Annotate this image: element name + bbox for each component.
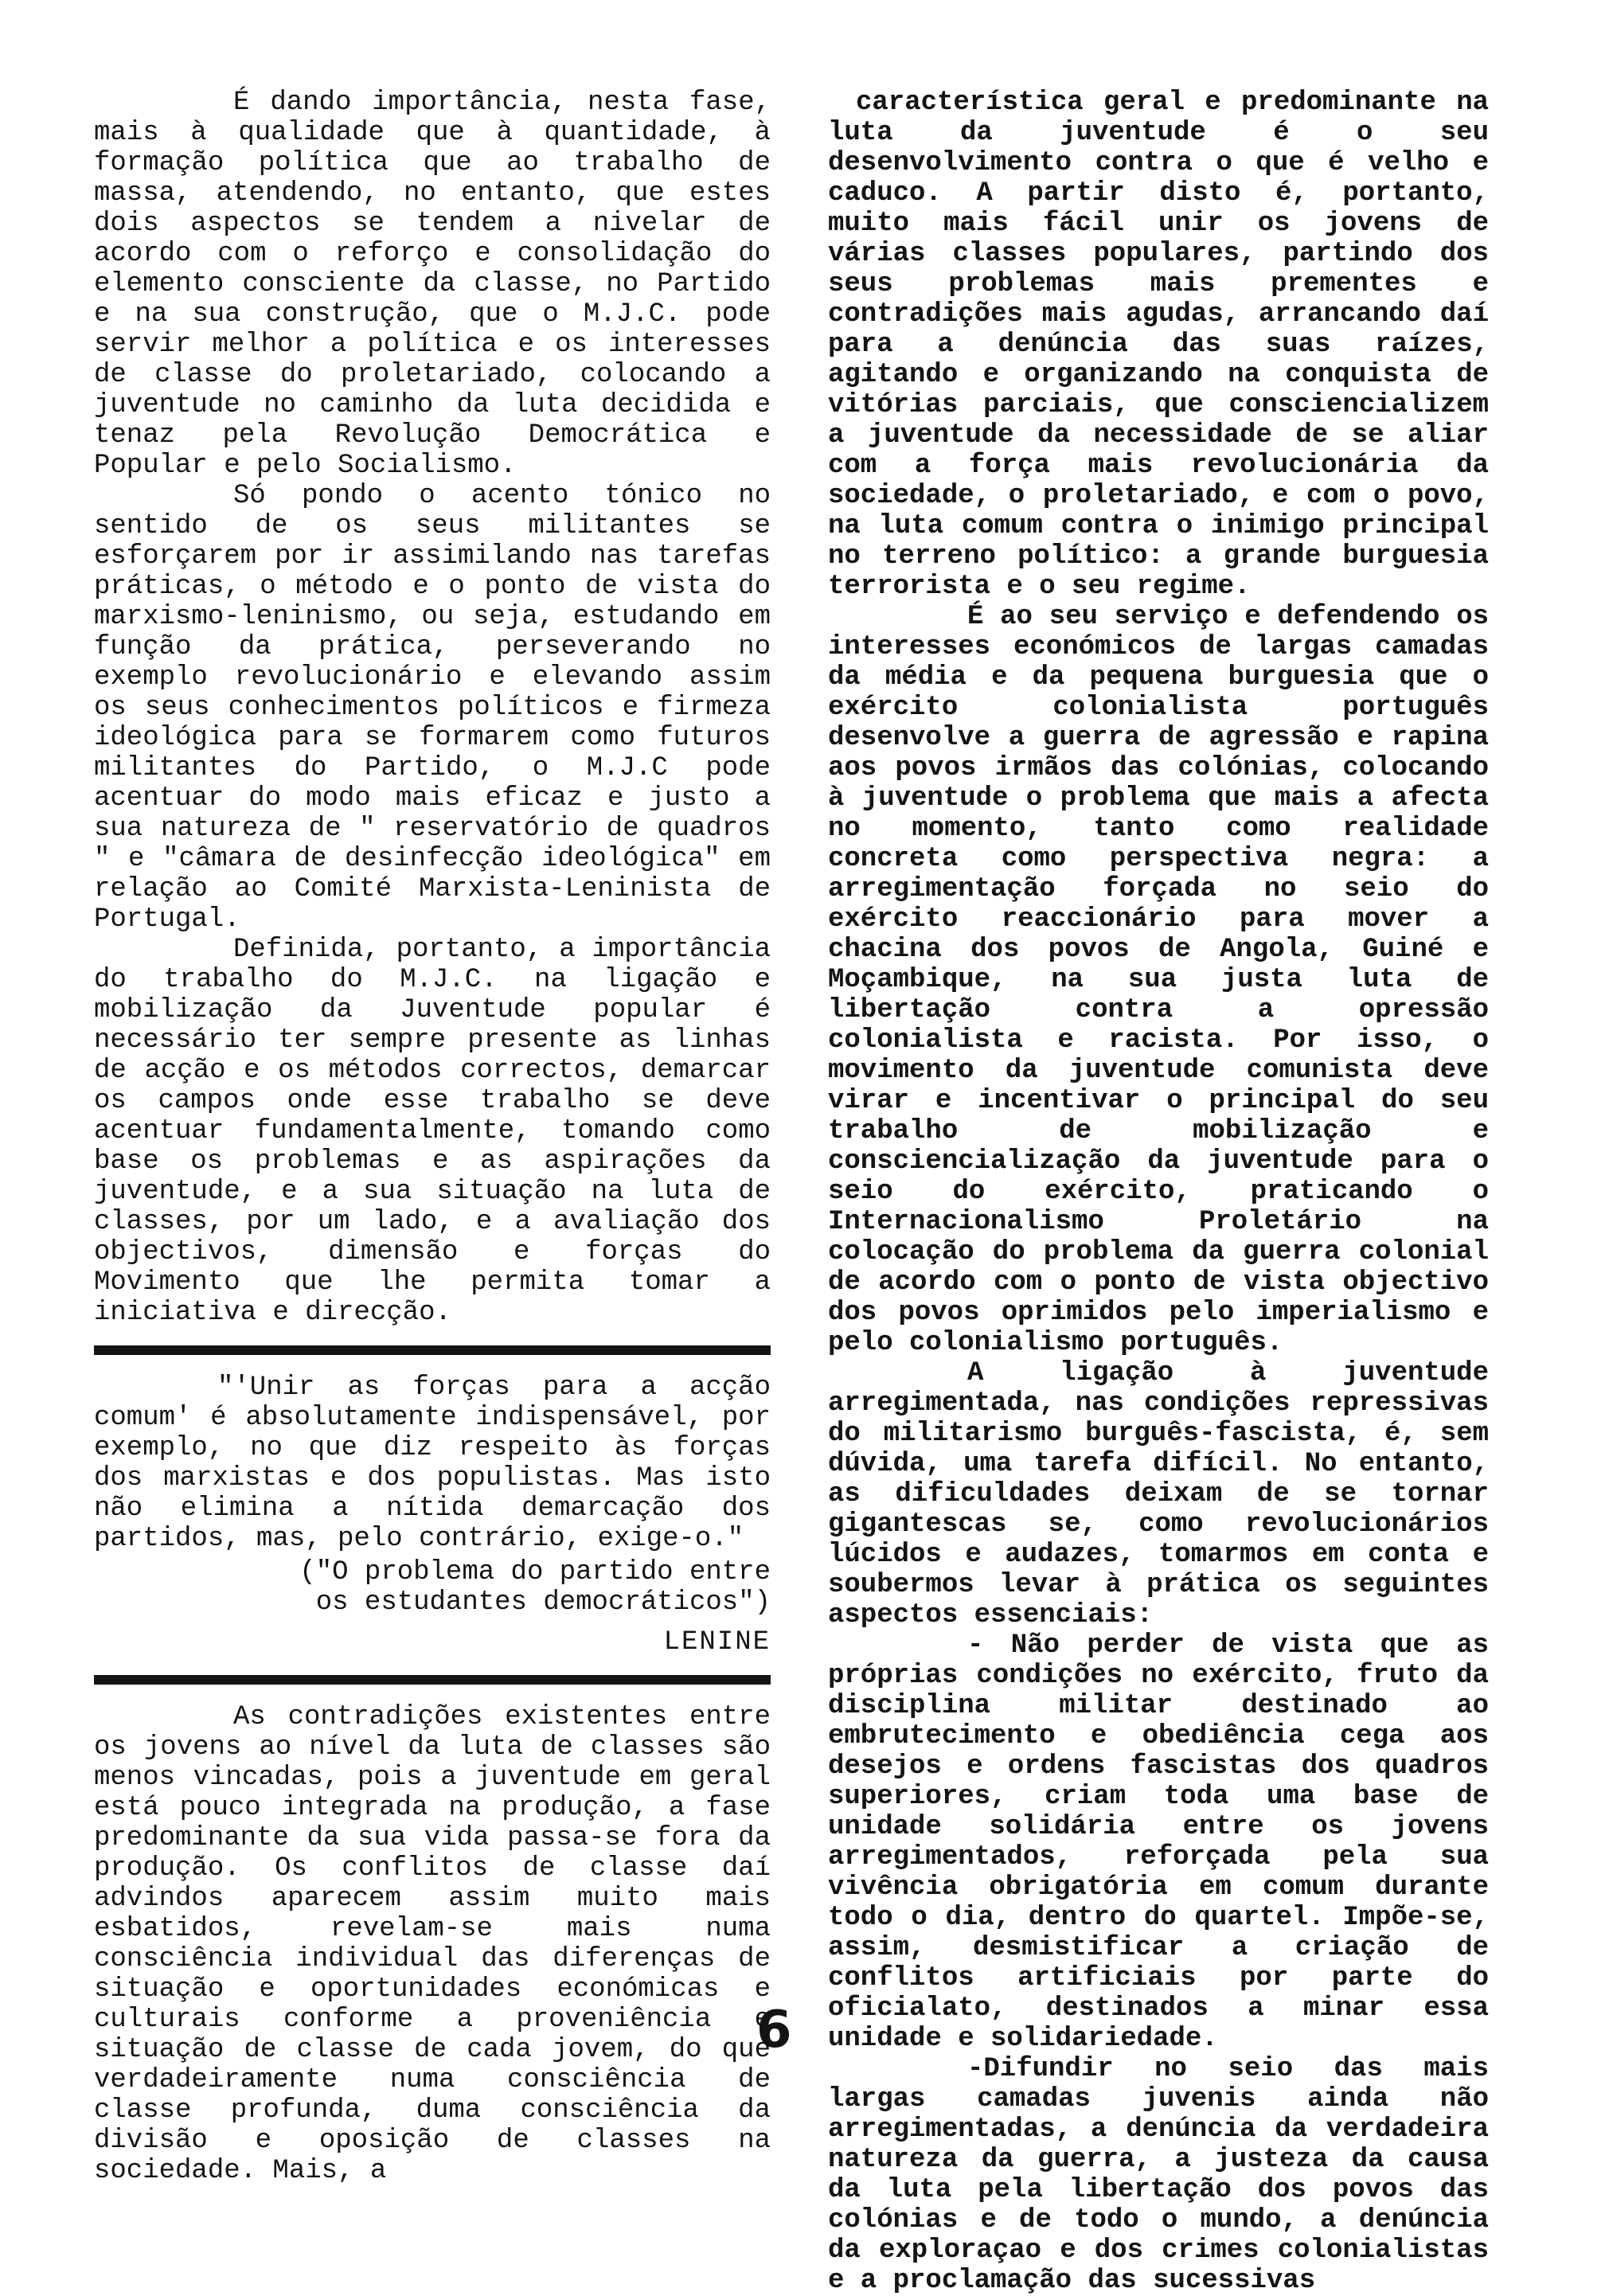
right-paragraph-3: A ligação à juventude arregimentada, nas condições repressivas do militarismo burguês-fascista, é, sem dúvida, uma tarefa difícil. No entanto, as dificuldades deixam de se tornar gigantescas se, como revolucionários lúcidos e audazes, tomarmos em conta e soubermos levar à prática os seguintes aspectos essenciais: bbox=[828, 1358, 1489, 1630]
quote-bottom-rule bbox=[94, 1675, 771, 1685]
left-paragraph-4: As contradições existentes entre os jovens ao nível da luta de classes são menos vincadas, pois a juventude em geral está pouco integrada na produção, a fase predominante da sua vida passa-se fora da produção. Os conflitos de classe daí advindos aparecem assim muito mais esbatidos, revelam-se mais numa consciência individual das diferenças de situação e oportunidades económicas e culturais conforme a proveniência e situação de classe de cada jovem, do que verdadeiramente numa consciência de classe profunda, duma consciência da divisão e oposição de classes na sociedade. Mais, a bbox=[94, 1702, 771, 2186]
right-paragraph-5: -Difundir no seio das mais largas camadas juvenis ainda não arregimentadas, a denúncia da verdadeira natureza da guerra, a justeza da causa da luta pela libertação dos povos das colónias e de todo o mundo, a denúncia da exploraçao e dos crimes colonialistas e a proclamação das sucessivas bbox=[828, 2054, 1489, 2296]
left-paragraph-2: Só pondo o acento tónico no sentido de os seus militantes se esforçarem por ir assimilando nas tarefas práticas, o método e o ponto de vista do marxismo-leninismo, ou seja, estudando em função da prática, perseverando no exemplo revolucionário e elevando assim os seus conhecimentos políticos e firmeza ideológica para se formarem como futuros militantes do Partido, o M.J.C pode acentuar do modo mais eficaz e justo a sua natureza de " reservatório de quadros " e "câmara de desinfecção ideológica" em relação ao Comité Marxista-Leninista de Portugal. bbox=[94, 481, 771, 935]
page-number: 6 bbox=[756, 2001, 792, 2060]
quote-source bbox=[94, 1557, 771, 1618]
quote-text: "'Unir as forças para a acção comum' é absolutamente indispensável, por exemplo, no que diz respeito às forças dos marxistas e dos populistas. Mas isto não elimina a nítida demarcação dos partidos, mas, pelo contrário, exige-o." bbox=[94, 1373, 771, 1554]
left-column bbox=[94, 88, 771, 2186]
right-paragraph-4: - Não perder de vista que as próprias condições no exército, fruto da disciplina militar destinado ao embrutecimento e obediência cega aos desejos e ordens fascistas dos quadros superiores, criam toda uma base de unidade solidária entre os jovens arregimentados, reforçada pela sua vivência obrigatória em comum durante todo o dia, dentro do quartel. Impõe-se, assim, desmistificar a criação de conflitos artificiais por parte do oficialato, destinados a minar essa unidade e solidariedade. bbox=[828, 1630, 1489, 2054]
quote-source-line-1: ("O problema do partido entre bbox=[299, 1557, 771, 1587]
quote-author: LENINE bbox=[663, 1627, 771, 1658]
right-column bbox=[828, 88, 1489, 2296]
lenin-quote-box bbox=[94, 1373, 771, 1658]
left-paragraph-1: É dando importância, nesta fase, mais à qualidade que à quantidade, à formação política que ao trabalho de massa, atendendo, no entanto, que estes dois aspectos se tendem a nivelar de acordo com o reforço e consolidação do elemento consciente da classe, no Partido e na sua construção, que o M.J.C. pode servir melhor a política e os interesses de classe do proletariado, colocando a juventude no caminho da luta decidida e tenaz pela Revolução Democrática e Popular e pelo Socialismo. bbox=[94, 88, 771, 481]
quote-top-rule bbox=[94, 1345, 771, 1355]
right-paragraph-2: É ao seu serviço e defendendo os interesses económicos de largas camadas da média e da pequena burguesia que o exército colonialista português desenvolve a guerra de agressão e rapina aos povos irmãos das colónias, colocando à juventude o problema que mais a afecta no momento, tanto como realidade concreta como perspectiva negra: a arregimentação forçada no seio do exército reaccionário para mover a chacina dos povos de Angola, Guiné e Moçambique, na sua justa luta de libertação contra a opressão colonialista e racista. Por isso, o movimento da juventude comunista deve virar e incentivar o principal do seu trabalho de mobilização e consciencialização da juventude para o seio do exército, praticando o Internacionalismo Proletário na colocação do problema da guerra colonial de acordo com o ponto de vista objectivo dos povos oprimidos pelo imperialismo e pelo colonialismo português. bbox=[828, 602, 1489, 1358]
quote-source-line-2: os estudantes democráticos") bbox=[315, 1587, 771, 1618]
right-paragraph-1: característica geral e predominante na luta da juventude é o seu desenvolvimento contra o que é velho e caduco. A partir disto é, portanto, muito mais fácil unir os jovens de várias classes populares, partindo dos seus problemas mais prementes e contradições mais agudas, arrancando daí para a denúncia das suas raízes, agitando e organizando na conquista de vitórias parciais, que consciencializem a juventude da necessidade de se aliar com a força mais revolucionária da sociedade, o proletariado, e com o povo, na luta comum contra o inimigo principal no terreno político: a grande burguesia terrorista e o seu regime. bbox=[828, 88, 1489, 602]
left-paragraph-3: Definida, portanto, a importância do trabalho do M.J.C. na ligação e mobilização da Juventude popular é necessário ter sempre presente as linhas de acção e os métodos correctos, demarcar os campos onde esse trabalho se deve acentuar fundamentalmente, tomando como base os problemas e as aspirações da juventude, e a sua situação na luta de classes, por um lado, e a avaliação dos objectivos, dimensão e forças do Movimento que lhe permita tomar a iniciativa e direcção. bbox=[94, 935, 771, 1328]
